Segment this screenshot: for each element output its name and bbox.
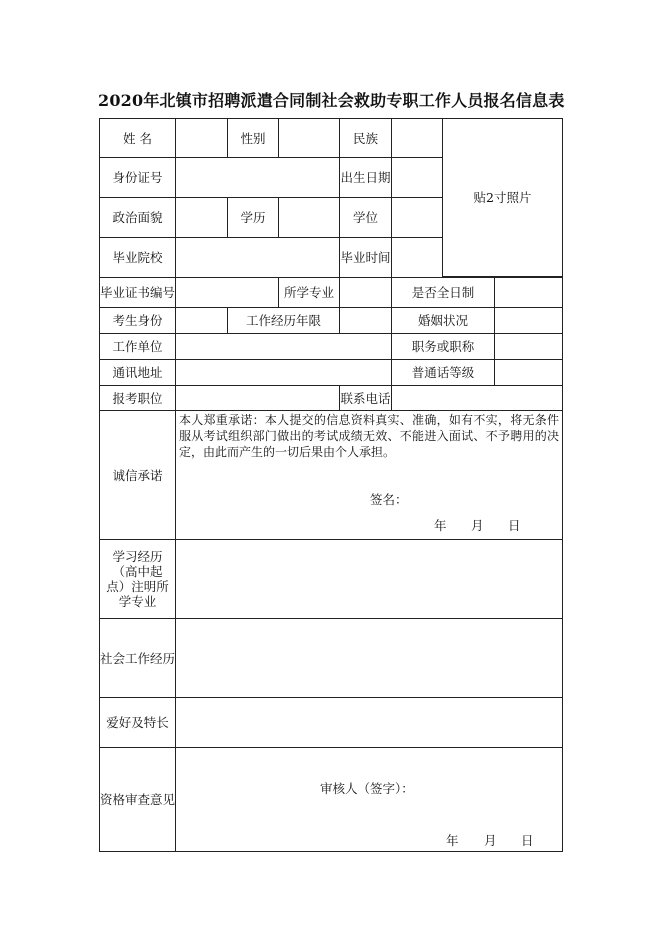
label-applied-position: 报考职位 [99,385,176,411]
social-work-field[interactable] [175,618,563,698]
label-id-number: 身份证号 [99,157,176,198]
hobbies-field[interactable] [175,697,563,748]
degree-field[interactable] [391,197,443,238]
graduate-time-field[interactable] [391,237,443,278]
form-title: 2020年北镇市招聘派遣合同制社会救助专职工作人员报名信息表 [98,91,565,110]
pledge-sign-label: 签名： [370,492,408,507]
address-field[interactable] [175,359,392,386]
label-birth-date: 出生日期 [339,157,392,198]
photo-box[interactable]: 贴2寸照片 [442,118,563,277]
label-full-time: 是否全日制 [391,277,495,308]
label-marital-status: 婚姻状况 [391,307,495,334]
certificate-no-field[interactable] [175,277,279,308]
label-study-history: 学习经历（高中起点）注明所学专业 [99,539,176,619]
label-name: 姓 名 [99,118,176,158]
reviewer-label: 审核人（签字）： [320,781,414,796]
pledge-day: 日 [508,518,521,533]
label-candidate-identity: 考生身份 [99,307,176,334]
label-hobbies: 爱好及特长 [99,697,176,748]
label-graduate-time: 毕业时间 [339,237,392,278]
label-mandarin-level: 普通话等级 [391,359,495,386]
political-status-field[interactable] [175,197,228,238]
review-box[interactable] [175,747,563,852]
graduate-school-field[interactable] [175,237,340,278]
review-month: 月 [484,833,497,848]
study-history-field[interactable] [175,539,563,619]
label-social-work: 社会工作经历 [99,618,176,698]
label-ethnicity: 民族 [339,118,392,158]
label-certificate-no: 毕业证书编号 [99,277,176,308]
label-pledge: 诚信承诺 [99,410,176,540]
position-title-field[interactable] [494,333,563,360]
gender-field[interactable] [278,118,340,158]
phone-field[interactable] [391,385,563,411]
label-graduate-school: 毕业院校 [99,237,176,278]
label-degree: 学位 [339,197,392,238]
pledge-text: 本人郑重承诺：本人提交的信息资料真实、准确，如有不实，将无条件服从考试组织部门做出的考试成绩无效、不能进入面试、不予聘用的决定，由此而产生的一切后果由个人承担。 [179,413,559,459]
pledge-month: 月 [471,518,484,533]
label-gender: 性别 [227,118,279,158]
work-unit-field[interactable] [175,333,392,360]
label-review: 资格审查意见 [99,747,176,852]
major-field[interactable] [339,277,392,308]
label-work-unit: 工作单位 [99,333,176,360]
label-position-title: 职务或职称 [391,333,495,360]
review-year: 年 [446,833,459,848]
pledge-year: 年 [434,518,447,533]
birth-date-field[interactable] [391,157,443,198]
education-field[interactable] [278,197,340,238]
candidate-identity-field[interactable] [175,307,228,334]
full-time-field[interactable] [494,277,563,308]
label-address: 通讯地址 [99,359,176,386]
name-field[interactable] [175,118,228,158]
applied-position-field[interactable] [175,385,340,411]
label-education: 学历 [227,197,279,238]
label-major: 所学专业 [278,277,340,308]
review-day: 日 [521,833,534,848]
mandarin-level-field[interactable] [494,359,563,386]
label-phone: 联系电话 [339,385,392,411]
label-work-years: 工作经历年限 [227,307,340,334]
id-number-field[interactable] [175,157,340,198]
ethnicity-field[interactable] [391,118,443,158]
marital-status-field[interactable] [494,307,563,334]
work-years-field[interactable] [339,307,392,334]
label-political-status: 政治面貌 [99,197,176,238]
